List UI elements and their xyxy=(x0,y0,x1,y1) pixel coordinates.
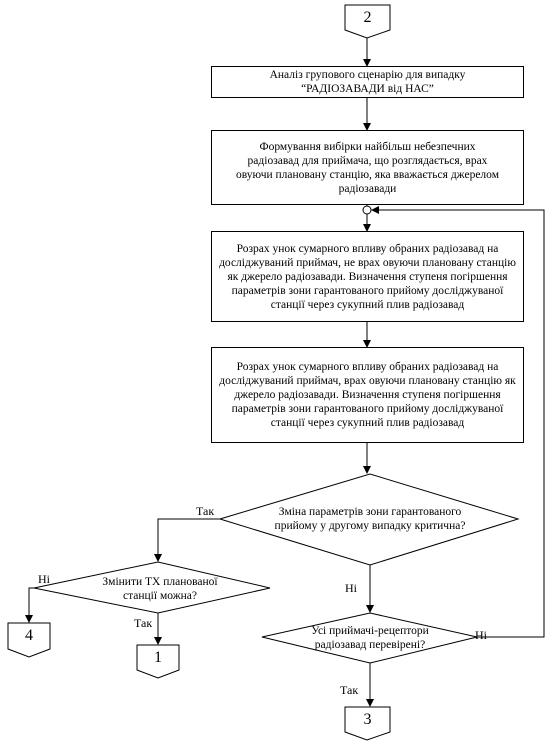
decision-3-line-2: радіозавад перевірені? xyxy=(314,639,426,651)
decision-1-yes-label: Так xyxy=(196,504,215,518)
loop-join-circle xyxy=(363,206,371,214)
connector-4-label: 4 xyxy=(25,627,33,644)
decision-critical-change-text xyxy=(250,504,490,534)
connector-3-label: 3 xyxy=(363,711,372,728)
process-1-line-1: Аналіз групового сценарію для випадку xyxy=(269,69,466,81)
decision-2-no-label: Ні xyxy=(38,572,50,586)
decision-3-line-1: Усі приймачі-рецептори xyxy=(311,625,429,637)
process-group-scenario-analysis xyxy=(211,66,524,98)
decision-2-yes-label: Так xyxy=(134,616,153,630)
process-4-text: Розрах унок сумарного впливу обраних радіозавад на досліджуваний приймач, врах овуючи плановану станцію як джерело радіозавади. Визначення ступеня погіршення параметрів зони гарантованого прийому досліджуваної станції через сукупний плив радіозавад xyxy=(219,361,516,429)
decision-change-tx-text xyxy=(80,574,240,604)
decision-1-line-1: Зміна параметрів зони гарантованого xyxy=(278,506,462,518)
connector-1-label: 1 xyxy=(154,649,162,666)
decision-1-line-2: прийому у другому випадку критична? xyxy=(274,520,466,532)
decision-3-no-label: Ні xyxy=(475,628,487,642)
process-calc-without-planned xyxy=(211,231,524,322)
process-interference-sampling xyxy=(211,130,524,205)
process-3-text: Розрах унок сумарного впливу обраних радіозавад на досліджуваний приймач, не врах овуючи плановану станцію як джерело радіозавади. Визначення ступеня погіршення параметрів зони гарантованого прийому досліджуваної станції через сукупний плив радіозавад xyxy=(219,242,516,311)
decision-all-checked-text xyxy=(290,623,450,653)
process-calc-with-planned xyxy=(211,347,524,443)
decision-2-line-2: станції можна? xyxy=(123,590,197,602)
decision-2-line-1: Змінити ТХ планованої xyxy=(102,576,218,588)
decision-3-yes-label: Так xyxy=(340,683,359,697)
connector-2-label: 2 xyxy=(363,9,372,26)
process-1-line-2: “РАДІОЗАВАДИ від НАС” xyxy=(301,83,434,95)
decision-1-no-label: Ні xyxy=(345,581,357,595)
process-2-text: Формування вибірки найбільш небезпечних радіозавад для приймача, що розглядається, врах овуючи плановану станцію, яка вважається джерелом радіозавади xyxy=(236,140,499,195)
